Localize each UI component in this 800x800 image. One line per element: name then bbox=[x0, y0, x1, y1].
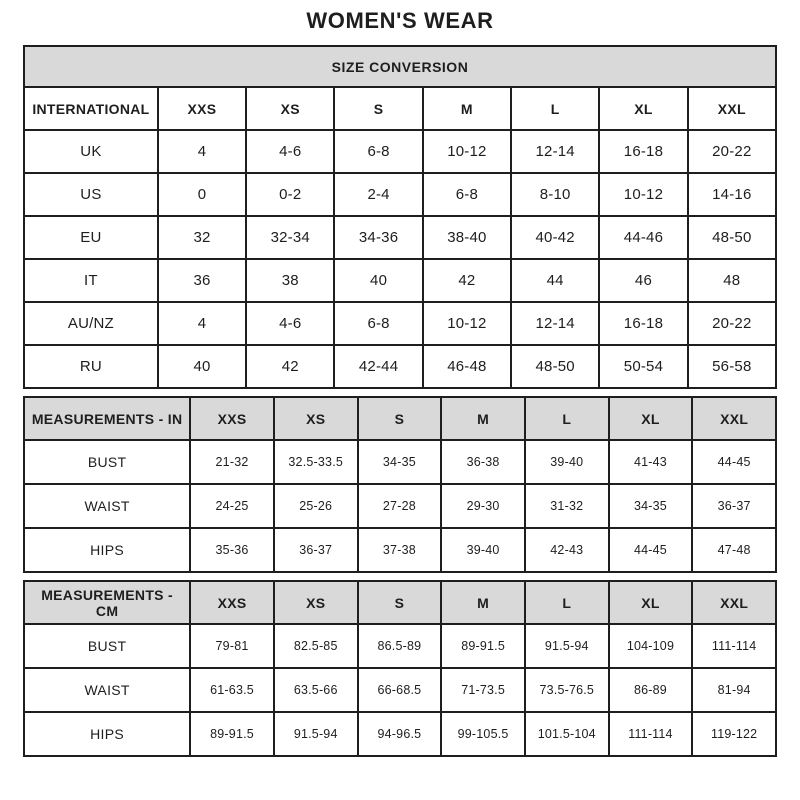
size-conversion-cell-m: 10-12 bbox=[423, 130, 511, 173]
measurements-cm-header-s: S bbox=[358, 581, 442, 624]
measurements-cm-cell-s: 86.5-89 bbox=[358, 624, 442, 668]
size-conversion-row-uk bbox=[24, 130, 776, 173]
measurements-in-cell-xs: 25-26 bbox=[274, 484, 358, 528]
size-conversion-cell-xxs: 40 bbox=[158, 345, 246, 388]
size-conversion-cell-m: 46-48 bbox=[423, 345, 511, 388]
size-conversion-cell-l: 8-10 bbox=[511, 173, 599, 216]
size-conversion-cell-xxs: 32 bbox=[158, 216, 246, 259]
measurements-cm-cell-xxs: 89-91.5 bbox=[190, 712, 274, 756]
measurements-in-cell-xxl: 36-37 bbox=[692, 484, 776, 528]
measurements-in-cell-xl: 34-35 bbox=[609, 484, 693, 528]
size-conversion-cell-xxs: 4 bbox=[158, 302, 246, 345]
size-conversion-header-m: M bbox=[423, 87, 511, 130]
measurements-cm-cell-l: 91.5-94 bbox=[525, 624, 609, 668]
measurements-in-cell-s: 37-38 bbox=[358, 528, 442, 572]
measurements-in-header-row bbox=[24, 397, 776, 440]
measurements-cm-row-hips bbox=[24, 712, 776, 756]
size-conversion-header-xl: XL bbox=[599, 87, 687, 130]
measurements-cm-header-xl: XL bbox=[609, 581, 693, 624]
size-conversion-title: SIZE CONVERSION bbox=[24, 46, 776, 87]
size-conversion-row-label: UK bbox=[24, 130, 158, 173]
measurements-in-cell-m: 36-38 bbox=[441, 440, 525, 484]
measurements-cm-cell-xl: 111-114 bbox=[609, 712, 693, 756]
measurements-cm-row-label: BUST bbox=[24, 624, 190, 668]
size-conversion-cell-m: 42 bbox=[423, 259, 511, 302]
size-conversion-title-row bbox=[24, 46, 776, 87]
size-conversion-header-row bbox=[24, 87, 776, 130]
size-conversion-cell-xxs: 36 bbox=[158, 259, 246, 302]
measurements-cm-cell-xs: 63.5-66 bbox=[274, 668, 358, 712]
size-conversion-cell-l: 48-50 bbox=[511, 345, 599, 388]
measurements-cm-cell-m: 71-73.5 bbox=[441, 668, 525, 712]
size-conversion-row-label: EU bbox=[24, 216, 158, 259]
measurements-cm-cell-xl: 104-109 bbox=[609, 624, 693, 668]
size-conversion-row-ru bbox=[24, 345, 776, 388]
size-conversion-header-s: S bbox=[334, 87, 422, 130]
size-conversion-cell-s: 6-8 bbox=[334, 130, 422, 173]
measurements-cm-cell-m: 89-91.5 bbox=[441, 624, 525, 668]
size-conversion-cell-s: 42-44 bbox=[334, 345, 422, 388]
size-conversion-cell-xs: 38 bbox=[246, 259, 334, 302]
measurements-cm-cell-xxs: 79-81 bbox=[190, 624, 274, 668]
size-conversion-table bbox=[23, 45, 777, 389]
measurements-in-cell-xxs: 21-32 bbox=[190, 440, 274, 484]
size-conversion-cell-xxl: 48-50 bbox=[688, 216, 776, 259]
size-conversion-cell-xxl: 48 bbox=[688, 259, 776, 302]
measurements-cm-cell-s: 94-96.5 bbox=[358, 712, 442, 756]
size-conversion-cell-m: 6-8 bbox=[423, 173, 511, 216]
size-conversion-cell-xxl: 20-22 bbox=[688, 130, 776, 173]
size-conversion-cell-s: 40 bbox=[334, 259, 422, 302]
measurements-in-cell-xxl: 47-48 bbox=[692, 528, 776, 572]
size-conversion-header-xxl: XXL bbox=[688, 87, 776, 130]
size-conversion-row-label: RU bbox=[24, 345, 158, 388]
measurements-cm-header-xs: XS bbox=[274, 581, 358, 624]
measurements-cm-cell-xl: 86-89 bbox=[609, 668, 693, 712]
measurements-in-cell-xl: 44-45 bbox=[609, 528, 693, 572]
size-conversion-cell-xs: 4-6 bbox=[246, 302, 334, 345]
measurements-in-cell-m: 39-40 bbox=[441, 528, 525, 572]
measurements-cm-cell-xxl: 81-94 bbox=[692, 668, 776, 712]
measurements-in-cell-s: 27-28 bbox=[358, 484, 442, 528]
measurements-in-row-hips bbox=[24, 528, 776, 572]
measurements-cm-cell-xs: 91.5-94 bbox=[274, 712, 358, 756]
measurements-in-header-label: MEASUREMENTS - IN bbox=[24, 397, 190, 440]
measurements-cm-cell-m: 99-105.5 bbox=[441, 712, 525, 756]
size-conversion-cell-s: 2-4 bbox=[334, 173, 422, 216]
measurements-in-cell-s: 34-35 bbox=[358, 440, 442, 484]
measurements-cm-header-label: MEASUREMENTS - CM bbox=[24, 581, 190, 624]
size-conversion-cell-xl: 44-46 bbox=[599, 216, 687, 259]
measurements-cm-row-bust bbox=[24, 624, 776, 668]
measurements-in-cell-xs: 32.5-33.5 bbox=[274, 440, 358, 484]
size-conversion-row-us bbox=[24, 173, 776, 216]
measurements-in-header-xs: XS bbox=[274, 397, 358, 440]
size-conversion-cell-xl: 10-12 bbox=[599, 173, 687, 216]
measurements-in-row-bust bbox=[24, 440, 776, 484]
size-conversion-row-label: AU/NZ bbox=[24, 302, 158, 345]
size-conversion-header-l: L bbox=[511, 87, 599, 130]
size-conversion-header-xxs: XXS bbox=[158, 87, 246, 130]
measurements-cm-cell-xs: 82.5-85 bbox=[274, 624, 358, 668]
measurements-in-cell-xxs: 35-36 bbox=[190, 528, 274, 572]
measurements-cm-cell-l: 101.5-104 bbox=[525, 712, 609, 756]
measurements-in-header-m: M bbox=[441, 397, 525, 440]
measurements-in-cell-xxs: 24-25 bbox=[190, 484, 274, 528]
size-conversion-cell-xl: 16-18 bbox=[599, 130, 687, 173]
measurements-cm-header-l: L bbox=[525, 581, 609, 624]
size-conversion-cell-m: 10-12 bbox=[423, 302, 511, 345]
size-conversion-cell-xxs: 0 bbox=[158, 173, 246, 216]
size-conversion-cell-xxl: 14-16 bbox=[688, 173, 776, 216]
measurements-cm-header-xxl: XXL bbox=[692, 581, 776, 624]
size-conversion-cell-xs: 32-34 bbox=[246, 216, 334, 259]
measurements-in-header-xxl: XXL bbox=[692, 397, 776, 440]
size-conversion-row-it bbox=[24, 259, 776, 302]
size-conversion-cell-s: 6-8 bbox=[334, 302, 422, 345]
size-conversion-cell-xl: 16-18 bbox=[599, 302, 687, 345]
measurements-cm-cell-xxs: 61-63.5 bbox=[190, 668, 274, 712]
measurements-in-cell-m: 29-30 bbox=[441, 484, 525, 528]
size-conversion-cell-s: 34-36 bbox=[334, 216, 422, 259]
measurements-in-header-l: L bbox=[525, 397, 609, 440]
measurements-cm-cell-l: 73.5-76.5 bbox=[525, 668, 609, 712]
size-conversion-cell-l: 44 bbox=[511, 259, 599, 302]
measurements-in-row-waist bbox=[24, 484, 776, 528]
measurements-in-row-label: WAIST bbox=[24, 484, 190, 528]
measurements-cm-row-label: WAIST bbox=[24, 668, 190, 712]
measurements-cm-cell-xxl: 111-114 bbox=[692, 624, 776, 668]
measurements-in-cell-xl: 41-43 bbox=[609, 440, 693, 484]
size-conversion-cell-xs: 0-2 bbox=[246, 173, 334, 216]
measurements-in-cell-l: 31-32 bbox=[525, 484, 609, 528]
size-conversion-cell-xs: 42 bbox=[246, 345, 334, 388]
size-conversion-cell-xxl: 20-22 bbox=[688, 302, 776, 345]
measurements-in-cell-l: 39-40 bbox=[525, 440, 609, 484]
measurements-cm-cell-s: 66-68.5 bbox=[358, 668, 442, 712]
measurements-cm-row-label: HIPS bbox=[24, 712, 190, 756]
size-conversion-cell-m: 38-40 bbox=[423, 216, 511, 259]
measurements-in-header-s: S bbox=[358, 397, 442, 440]
measurements-in-row-label: BUST bbox=[24, 440, 190, 484]
size-conversion-row-label: US bbox=[24, 173, 158, 216]
measurements-in-table bbox=[23, 396, 777, 573]
measurements-cm-header-m: M bbox=[441, 581, 525, 624]
measurements-cm-header-xxs: XXS bbox=[190, 581, 274, 624]
measurements-cm-cell-xxl: 119-122 bbox=[692, 712, 776, 756]
size-conversion-row-label: IT bbox=[24, 259, 158, 302]
page-title: WOMEN'S WEAR bbox=[306, 8, 494, 33]
measurements-cm-row-waist bbox=[24, 668, 776, 712]
measurements-in-cell-l: 42-43 bbox=[525, 528, 609, 572]
measurements-in-cell-xs: 36-37 bbox=[274, 528, 358, 572]
size-conversion-cell-l: 12-14 bbox=[511, 302, 599, 345]
size-conversion-cell-xs: 4-6 bbox=[246, 130, 334, 173]
size-conversion-cell-xl: 50-54 bbox=[599, 345, 687, 388]
size-conversion-cell-xl: 46 bbox=[599, 259, 687, 302]
measurements-in-header-xxs: XXS bbox=[190, 397, 274, 440]
size-conversion-header-label: INTERNATIONAL bbox=[24, 87, 158, 130]
size-conversion-row-eu bbox=[24, 216, 776, 259]
size-conversion-cell-l: 12-14 bbox=[511, 130, 599, 173]
size-conversion-cell-xxs: 4 bbox=[158, 130, 246, 173]
measurements-in-header-xl: XL bbox=[609, 397, 693, 440]
measurements-in-row-label: HIPS bbox=[24, 528, 190, 572]
size-conversion-cell-l: 40-42 bbox=[511, 216, 599, 259]
size-conversion-cell-xxl: 56-58 bbox=[688, 345, 776, 388]
size-conversion-row-au-nz bbox=[24, 302, 776, 345]
measurements-cm-table bbox=[23, 580, 777, 757]
size-conversion-header-xs: XS bbox=[246, 87, 334, 130]
measurements-in-cell-xxl: 44-45 bbox=[692, 440, 776, 484]
measurements-cm-header-row bbox=[24, 581, 776, 624]
